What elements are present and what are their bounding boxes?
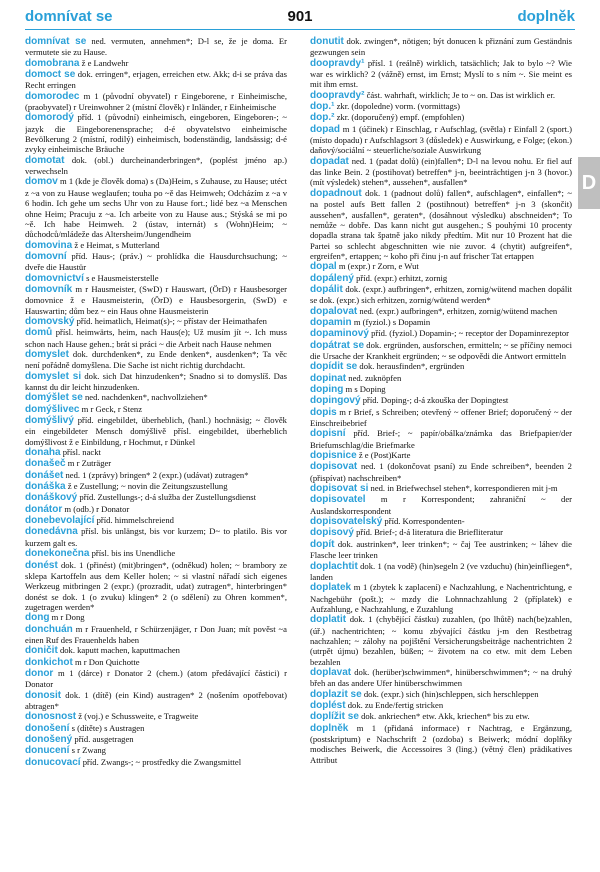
dictionary-entry <box>310 273 572 284</box>
dictionary-entry <box>310 428 572 450</box>
entry-definition: ned. 1 (zprávy) bringen* 2 (expr.) (udávat) zutragen* <box>65 469 249 480</box>
entry-headword: dop.² <box>310 112 335 124</box>
dictionary-entry <box>25 316 287 327</box>
dictionary-entry <box>25 273 287 284</box>
dictionary-entry <box>25 112 287 154</box>
entry-definition: m r Don Quichotte <box>74 656 140 667</box>
entry-headword: dopisovat <box>310 461 358 473</box>
dictionary-entry <box>25 612 287 623</box>
entry-definition: příd. (expr.) erhitzt, zornig <box>356 272 448 283</box>
entry-headword: doopravdy¹ <box>310 57 365 69</box>
entry-headword: doplachtit <box>310 560 358 572</box>
entry-headword: domotat <box>25 154 65 166</box>
entry-definition: přísl. heimwärts, heim, nach Haus(e); Už musím jít ~. Ich muss schon nach Hause gehen.; brát si práci ~ die Arbeit nach Hause nehmen <box>25 327 287 349</box>
entry-headword: doplést <box>310 699 346 711</box>
entry-definition: ž (voj.) e Schussweite, e Tragweite <box>78 711 199 722</box>
dictionary-entry <box>310 539 572 561</box>
entry-headword: domobrana <box>25 57 80 69</box>
dictionary-entry <box>310 561 572 583</box>
entry-headword: donosit <box>25 689 62 701</box>
entry-headword: doplavat <box>310 666 352 678</box>
entry-headword: dopingový <box>310 395 361 407</box>
dictionary-entry <box>25 481 287 492</box>
entry-definition: přísl. nackt <box>62 447 101 458</box>
entry-headword: donosnost <box>25 711 77 723</box>
entry-definition: m r Hausmeister, (SwD) r Hauswart, (ÖrD) r Hausbesorger domovnice ž e Hausmeisterin, (ÖrD) e Hausbesorgerin, (SwD) e Hauswartin; dům bez ~ ein Haus ohne Hausmeisterin <box>25 283 287 316</box>
entry-definition: dok. zwingen*, nötigen; být donucen k přiznání zum Geständnis gezwungen sein <box>310 36 572 58</box>
entry-definition: m r Frauenheld, r Schürzenjäger, r Don Juan; mít pověst ~a einen Ruf des Frauenhelds haben <box>25 623 287 645</box>
dictionary-entry <box>25 240 287 251</box>
entry-headword: donošení <box>25 722 70 734</box>
dictionary-entry <box>25 415 287 447</box>
dictionary-entry <box>310 689 572 700</box>
entry-definition: příd. eingebildet, überheblich, (hanl.) hochnäsig; ~ člověk ein eingebildeter Mensch domýšlivě přísl. eingebildet, überheblich domýšlivost ž e Einbildung, r Hochmut, r Dünkel <box>25 415 287 447</box>
dictionary-entry <box>310 450 572 461</box>
dictionary-entry <box>310 483 572 494</box>
dictionary-entry <box>25 657 287 668</box>
entry-headword: donchuán <box>25 623 73 635</box>
entry-definition: příd. himmelschreiend <box>96 515 174 526</box>
dictionary-entry <box>25 723 287 734</box>
entry-definition: dok. sich Dat hinzudenken*; Snadno si to domyslíš. Das kannst du dir leicht hinzudenken. <box>25 370 287 392</box>
entry-headword: doplatit <box>310 614 347 626</box>
entry-definition: příd. Haus-; (práv.) ~ prohlídka die Hausdurchsuchung; ~ dveře die Haustür <box>25 250 287 273</box>
entry-headword: donátor <box>25 503 63 515</box>
entry-headword: dopisovatel <box>310 494 366 506</box>
dictionary-entry <box>25 492 287 503</box>
entry-definition: ned. in Briefwechsel stehen*, korrespondieren mit j-m <box>370 483 558 494</box>
entry-definition: příd. Zustellungs-; d-á služba der Zustellungsdienst <box>79 492 257 503</box>
page-number: 901 <box>287 8 313 25</box>
entry-definition: m 1 (kde je člověk doma) s (Da)Heim, s Zuhause, zu Hause; utéct z ~a von zu Hause weglaufen; touha po ~ě das Heimweh; Odcházím z ~a v 6 hodin. Ich gehe um sechs Uhr von zu Hause fort.; lidé bez ~a Menschen ohne Heim; Pracuju z ~a. Ich arbeite von zu Hause aus.; Stýská se mi po ~ě. Ich habe Heimweh. 2 (ústav, internát) s (Wohn)Heim; ~ důchodců/mládeže das Altersheim/Jungendheim <box>25 176 287 240</box>
entry-definition: dok. 1 (padnout dolů) fallen*, aufschlagen*, einfallen*; ~ na postel aufs Bett fallen 2 (postihnout) betreffen* j-n 3 (skončit) aussehen*, ausfallen*, geraten*, (dosáhnout výsledku) abschneiden*; To nemůže ~ dobře. Das kann nicht gut ausgehen.; S pouhými 10 procenty dopadla strana tak špatně jako nikdy předtím. Mit nur 10 Prozent hat die Partei so schlecht abgeschnitten wie nie zuvor. 4 (chytit) aufgreifen*, ergreifen*, ertappen; ~ koho při činu j-n auf frischer Tat ertappen <box>310 187 572 261</box>
dictionary-entry <box>310 124 572 156</box>
entry-definition: s (dítěte) s Austragen <box>71 722 145 733</box>
dictionary-entry <box>310 407 572 429</box>
dictionary-entry <box>25 251 287 273</box>
entry-definition: zkr. (doporučený) empf. (empfohlen) <box>336 112 465 123</box>
entry-headword: domovník <box>25 283 73 295</box>
dictionary-entry <box>25 176 287 239</box>
entry-definition: přísl. bis ins Unendliche <box>91 548 176 559</box>
dictionary-entry <box>25 404 287 415</box>
entry-definition: dok. herausfinden*, ergründen <box>359 361 465 372</box>
dictionary-entry <box>310 461 572 483</box>
entry-headword: donošený <box>25 734 73 745</box>
entry-headword: domyslet si <box>25 370 82 382</box>
entry-headword: dopal <box>310 261 337 273</box>
entry-headword: doničit <box>25 645 58 657</box>
dictionary-entry <box>310 58 572 90</box>
entry-definition: s r Zwang <box>71 745 106 756</box>
entry-definition: m r Zuträger <box>67 458 112 469</box>
dictionary-entry <box>310 711 572 722</box>
dictionary-entry <box>25 504 287 515</box>
dictionary-entry <box>310 156 572 188</box>
entry-definition: m r Brief, s Schreiben; otevřený ~ offener Brief; doporučený ~ der Einschreibebrief <box>310 406 572 429</box>
dictionary-entry <box>310 700 572 711</box>
dictionary-entry <box>310 284 572 306</box>
entry-definition: příd. heimatlich, Heimat(s)-; ~ přístav der Heimathafen <box>76 315 267 326</box>
dictionary-entry <box>25 327 287 349</box>
dictionary-entry <box>310 384 572 395</box>
entry-definition: příd. Brief-; ~ papír/obálka/známka das Briefpapier/der Briefumschlag/die Briefmarke <box>310 428 572 450</box>
entry-definition: příd. (fyziol.) Dopamin-; ~ receptor der Dopaminrezeptor <box>371 328 569 339</box>
entry-definition: dok. (herüber)schwimmen*, hinüberschwimmen*; ~ na druhý břeh an das andere Ufer hinüberschwimmen <box>310 666 572 689</box>
entry-definition: dok. durchdenken*, zu Ende denken*, ausdenken*; Ta věc není pořádně domyšlena. Die Sache ist nicht richtig durchdacht. <box>25 348 287 371</box>
entry-headword: domovní <box>25 250 67 262</box>
entry-definition: příd. Brief-; d-á literatura die Briefliteratur <box>356 527 504 538</box>
entry-headword: dopis <box>310 406 337 418</box>
entry-headword: dopadat <box>310 155 349 167</box>
entry-headword: domů <box>25 327 53 339</box>
left-column <box>25 36 287 866</box>
entry-definition: m 1 (účinek) r Einschlag, r Aufschlag, (světla) r Einfall 2 (sport.) (místo dopadu) r Aufschlagsort 3 (důsledek) e Auswirkung, e Folge; (ekon.) daňový/sociální ~ steuerliche/soziale Auswirkung <box>310 123 572 156</box>
dictionary-entry <box>25 745 287 756</box>
entry-headword: donor <box>25 667 54 679</box>
entry-headword: donekonečna <box>25 548 90 560</box>
dictionary-entry <box>310 494 572 516</box>
dictionary-entry <box>310 36 572 58</box>
dictionary-entry <box>310 328 572 339</box>
dictionary-entry <box>25 560 287 613</box>
entry-headword: dopad <box>310 123 340 135</box>
dictionary-entry <box>310 188 572 261</box>
entry-headword: donáška <box>25 481 66 493</box>
dictionary-entry <box>25 690 287 712</box>
dictionary-entry <box>310 112 572 123</box>
entry-definition: dok. 1 (na vodě) (hin)segeln 2 (ve vzduchu) (hin)einfliegen*, landen <box>310 560 572 582</box>
left-running-headword: domnívat se <box>25 8 113 25</box>
entry-headword: doopravdy² <box>310 89 365 101</box>
entry-definition: přísl. 1 (reálně) wirklich, tatsächlich; Jak to bylo ~? Wie war es wirklich? 2 (vážně) ernst, im Ernst; Myslí to s ním ~. Sie meint es mit ihm ernst. <box>310 57 572 90</box>
entry-definition: zkr. (dopoledne) vorm. (vormittags) <box>336 101 460 112</box>
dictionary-entry <box>25 734 287 745</box>
dictionary-entry <box>310 527 572 538</box>
dictionary-entry <box>25 711 287 722</box>
entry-definition: ned. (expr.) aufbringen*, erhitzen, zornig/wütend machen <box>359 305 558 316</box>
entry-definition: m (odb.) r Donator <box>64 503 130 514</box>
dictionary-entry <box>25 392 287 403</box>
entry-definition: příd. Zwangs-; ~ prostředky die Zwangsmittel <box>82 756 242 767</box>
entry-headword: domoct se <box>25 69 76 81</box>
entry-headword: domýšlivec <box>25 403 80 415</box>
entry-definition: ned. zuknöpfen <box>348 372 402 383</box>
dictionary-entry <box>310 723 572 765</box>
entry-headword: donutit <box>310 36 344 47</box>
entry-headword: dopaminový <box>310 328 369 340</box>
entry-headword: donášet <box>25 469 64 481</box>
entry-headword: domorodec <box>25 90 80 102</box>
entry-definition: dok. ankriechen* etw. Akk, kriechen* bis zu etw. <box>361 711 530 722</box>
dictionary-entry <box>310 317 572 328</box>
entry-definition: m r Geck, r Stenz <box>81 403 143 414</box>
entry-headword: domov <box>25 176 58 188</box>
entry-definition: dok. zu Ende/fertig stricken <box>347 699 444 710</box>
right-running-headword: doplněk <box>517 8 575 25</box>
entry-definition: příd. Doping-; d-á zkouška der Dopingtest <box>362 395 509 406</box>
dictionary-entry <box>25 515 287 526</box>
entry-definition: m 1 (přidaná informace) r Nachtrag, e Ergänzung, (postskriptum) e Nachschrift 2 (ozdoba) s Beiwerk; módní doplňky modisches Beiwerk, die Accessoires 3 (ling.) (větný člen) prädikatives Attribut <box>310 722 572 765</box>
dictionary-entry <box>310 582 572 614</box>
dictionary-entry <box>310 373 572 384</box>
entry-headword: dopátrat se <box>310 339 365 351</box>
entry-definition: m 1 (dárce) r Donator 2 (chem.) (atom předávající částici) r Donator <box>25 667 287 690</box>
entry-headword: domnívat se <box>25 36 87 47</box>
entry-headword: dop.¹ <box>310 101 335 113</box>
dictionary-entry <box>25 349 287 371</box>
entry-headword: doping <box>310 384 344 395</box>
page-header <box>25 8 575 30</box>
entry-headword: doplazit se <box>310 688 362 700</box>
entry-definition: ž e Heimat, s Mutterland <box>74 239 160 250</box>
entry-definition: dok. kaputt machen, kaputtmachen <box>59 645 180 656</box>
entry-headword: doplatek <box>310 582 352 594</box>
dictionary-entry <box>25 757 287 768</box>
entry-definition: dok. (expr.) sich (hin)schleppen, sich herschleppen <box>363 688 539 699</box>
entry-definition: dok. 1 (chybějící částku) zuzahlen, (po lhůtě) nach(be)zahlen, (úř.) nachentrichten; ~ komu zbývající částku j-m den Restbetrag nachzahlen; ~ zálohy na pojištění Versicherungsbeiträge nachentrichten 2 (utrpět újmu) bezahlen, büßen; ~ životem na co etw. mit dem Leben bezahlen <box>310 614 572 667</box>
entry-definition: s e Hausmeisterstelle <box>86 272 159 283</box>
dictionary-entry <box>25 458 287 469</box>
entry-headword: domovnictví <box>25 272 84 284</box>
entry-definition: dok. erringen*, erjagen, erreichen etw. Akk; d-i se práva das Recht erringen <box>25 69 287 91</box>
dictionary-entry <box>310 614 572 667</box>
entry-definition: dok. 1 (přinést) (mit)bringen*, (odněkud) holen; ~ brambory ze sklepa Kartoffeln aus dem Keller holen; ~ si vlastní nářadí sich eigenes Werkzeug mitbringen 2 (expr.) (prozradit, udat) zutragen*, hinterbringen* donést se dok. 1 (o zvuku) klingen* 2 (o sdělení) zu Ohren kommen*, zugetragen werden* <box>25 559 287 612</box>
dictionary-entry <box>25 36 287 58</box>
entry-headword: dopalovat <box>310 305 358 317</box>
dictionary-entry <box>310 101 572 112</box>
entry-headword: dopisovat si <box>310 483 369 495</box>
dictionary-entry <box>310 516 572 527</box>
dictionary-entry <box>310 306 572 317</box>
entry-definition: ned. nachdenken*, nachvollziehen* <box>84 392 208 403</box>
entry-headword: domýšlet se <box>25 392 83 404</box>
dictionary-entry <box>25 668 287 690</box>
entry-definition: m r Korrespondent; zahraniční ~ der Auslandskorrespondent <box>310 494 572 516</box>
entry-headword: donucení <box>25 745 70 757</box>
thumb-index-tab[interactable]: D <box>578 157 600 209</box>
entry-headword: donkichot <box>25 656 73 668</box>
entry-definition: ž e (Post)Karte <box>358 450 411 461</box>
dictionary-entry <box>310 361 572 372</box>
entry-definition: dok. austrinken*, leer trinken*; ~ čaj Tee austrinken; ~ láhev die Flasche leer trinken <box>310 538 572 561</box>
entry-headword: dopisnice <box>310 450 357 462</box>
entry-headword: domovský <box>25 315 75 327</box>
dictionary-entry <box>25 470 287 481</box>
entry-headword: dopít <box>310 538 335 550</box>
dictionary-entry <box>25 526 287 548</box>
entry-definition: část. wahrhaft, wirklich; Je to ~ on. Das ist wirklich er. <box>366 89 556 100</box>
dictionary-entry <box>25 69 287 91</box>
entry-definition: m s Doping <box>345 384 386 394</box>
entry-headword: dopálit <box>310 283 343 295</box>
entry-definition: m r Dong <box>51 612 85 623</box>
entry-headword: donebevolající <box>25 515 95 527</box>
entry-headword: domorodý <box>25 112 74 124</box>
dictionary-entry <box>310 395 572 406</box>
entry-definition: dok. (obl.) durcheinanderbringen*, (poplést jméno ap.) verwechseln <box>25 154 287 177</box>
dictionary-entry <box>310 261 572 272</box>
entry-definition: příd. Korrespondenten- <box>384 516 465 527</box>
entry-headword: dopisní <box>310 428 346 440</box>
entry-headword: donést <box>25 559 58 571</box>
entry-headword: domýšlivý <box>25 415 74 427</box>
dictionary-entry <box>25 548 287 559</box>
entry-definition: ned. 1 (padat dolů) (ein)fallen*; D-l na levou nohu. Er fiel auf das linke Bein. 2 (postihovat) betreffen* j-n, beeinträchtigen j-n 3 (hovor.) (mít výsledek) stehen*, aussehen*, ausfallen* <box>310 155 572 188</box>
entry-definition: ned. vermuten, annehmen*; D-l se, že je doma. Er vermutete sie zu Hause. <box>25 36 287 58</box>
entry-headword: domyslet <box>25 348 69 360</box>
entry-headword: dopídit se <box>310 361 358 373</box>
entry-definition: m (fyziol.) s Dopamin <box>353 316 431 327</box>
entry-headword: dopadnout <box>310 187 362 199</box>
entry-headword: dopamin <box>310 316 352 328</box>
entry-definition: příd. 1 (původní) einheimisch, eingeboren, Eingeboren-; ~ jazyk die Eingeborenensprache; d-é obyvatelstvo einheimische Bevölkerung 2 (místní, rodilý) einheimisch, bodenständig, landsässig; d-é zvyky einheimische Bräuche <box>25 112 287 155</box>
entry-definition: ned. 1 (dokončovat psaní) zu Ende schreiben*, beenden 2 (přispívat) nachschreiben* <box>310 461 572 483</box>
entry-definition: příd. ausgetragen <box>74 734 134 744</box>
dictionary-entry <box>310 340 572 362</box>
entry-headword: dopinat <box>310 372 347 384</box>
entry-definition: ž e Landwehr <box>81 57 129 68</box>
dictionary-entry <box>310 90 572 101</box>
entry-headword: doplížit se <box>310 711 359 723</box>
entry-definition: dok. 1 (dítě) (ein Kind) austragen* 2 (nošením opotřebovat) abtragen* <box>25 689 287 711</box>
entry-headword: dong <box>25 612 50 624</box>
entry-headword: dopálený <box>310 272 354 284</box>
entry-definition: m (expr.) r Zorn, e Wut <box>338 261 419 272</box>
entry-headword: doplněk <box>310 722 349 734</box>
entry-headword: dopisový <box>310 527 354 539</box>
dictionary-entry <box>25 284 287 316</box>
entry-definition: ž e Zustellung; ~ novin die Zeitungszustellung <box>67 481 228 492</box>
entry-headword: donašeč <box>25 458 66 470</box>
entry-definition: m 1 (původní obyvatel) r Eingeborene, r Einheimische, (praobyvatel) r Ureinwohner 2 (místní člověk) r Inländer, r Einheimische <box>25 90 287 113</box>
entry-definition: dok. ergründen, ausforschen, ermitteln; ~ se příčiny nemoci die Ursache der Krankheit ergründen; ~ se odpovědi die Antwort ermitteln <box>310 339 572 361</box>
dictionary-entry <box>25 447 287 458</box>
dictionary-entry <box>25 624 287 646</box>
dictionary-entry <box>25 155 287 177</box>
dictionary-entry <box>310 667 572 689</box>
dictionary-entry <box>25 58 287 69</box>
entry-headword: dopisovatelský <box>310 516 383 528</box>
entry-definition: m 1 (zbytek k zaplacení) e Nachzahlung, e Nachentrichtung, e Nachgebühr (pošt.); ~ mzdy die Lohnnachzahlung 2 (příplatek) e Aufzahlung, e Nachzahlung, e Zuzahlung <box>310 582 572 614</box>
dictionary-entry <box>25 371 287 393</box>
entry-definition: dok. (expr.) aufbringen*, erhitzen, zornig/wütend machen dopálit se dok. (expr.) sich erhitzen, zornig/wütend werden* <box>310 283 572 306</box>
entry-headword: donedávna <box>25 526 78 538</box>
dictionary-entry <box>25 91 287 113</box>
right-column <box>310 36 572 866</box>
entry-headword: donáškový <box>25 492 78 504</box>
entry-definition: přísl. bis unlängst, bis vor kurzem; D~ to platilo. Bis vor kurzem galt es. <box>25 526 287 548</box>
entry-headword: donucovací <box>25 756 81 768</box>
dictionary-entry <box>25 645 287 656</box>
header-rule <box>25 29 575 30</box>
entry-headword: domovina <box>25 239 73 251</box>
entry-headword: donaha <box>25 447 61 459</box>
